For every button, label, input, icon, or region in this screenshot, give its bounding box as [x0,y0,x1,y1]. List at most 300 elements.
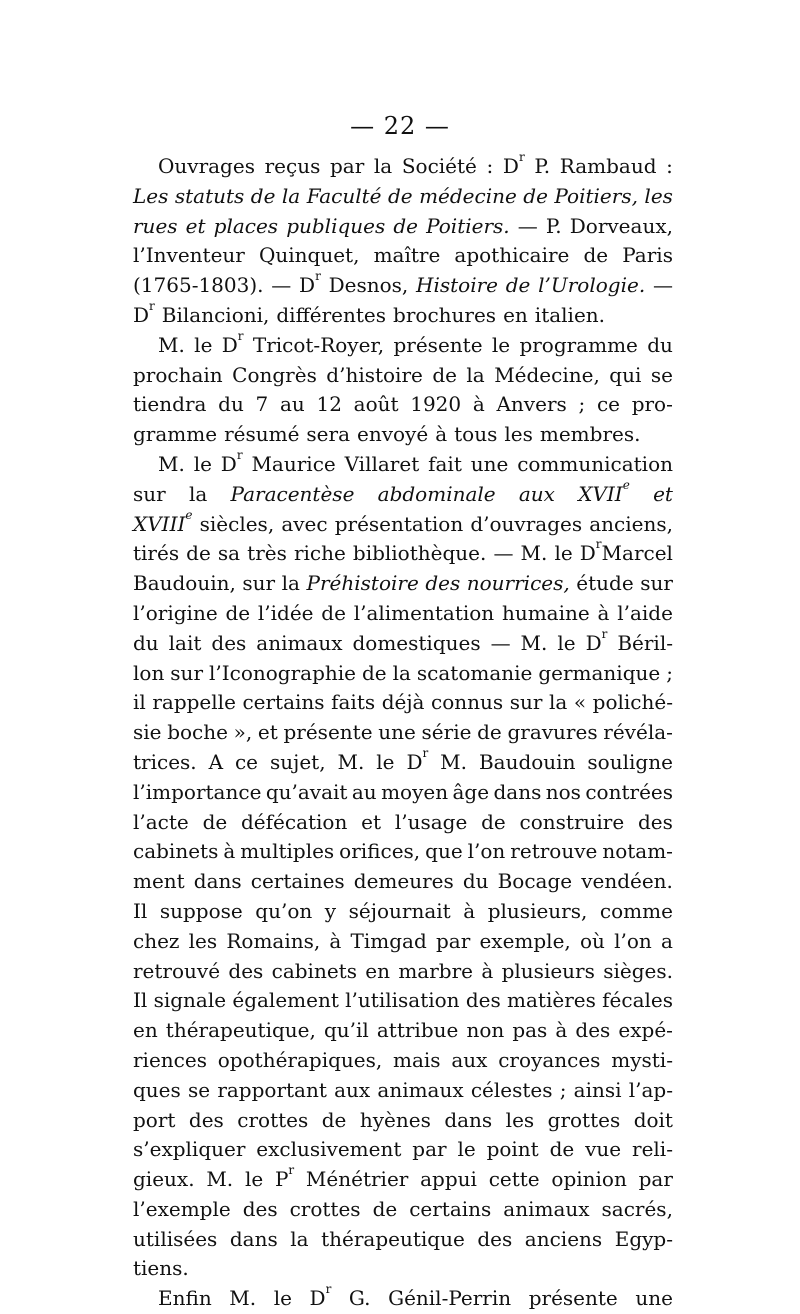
word: retrouvé [133,958,221,983]
text-line [133,1254,673,1284]
text-line [133,298,673,331]
word: notam- [602,839,673,864]
word: moyen [381,779,449,804]
word: opothérapiques, [217,1047,383,1072]
word: Faculté [306,183,382,208]
text-line [133,328,673,361]
word: les [188,928,218,953]
word: l’utilisation [345,988,460,1013]
word: l’acte [133,809,189,834]
word: mysti- [611,1047,673,1072]
word: M. [520,541,548,566]
word: des [425,571,461,596]
word: la [281,183,301,208]
word: M. [337,749,365,774]
word: des [188,1107,224,1132]
word: poliché- [592,690,673,715]
word: Quinquet, [258,243,360,268]
word: A [208,749,224,774]
word: avec [281,511,328,536]
word: à [435,422,448,447]
word: résumé [224,422,300,447]
word: certains [409,1196,492,1221]
word: de [361,660,387,685]
word: $D^r$ [502,150,525,178]
word: tirés [133,541,180,566]
word: $D^r$ [133,298,155,327]
word: en [365,958,391,983]
word: bibliothèque. [352,541,487,566]
word: de [387,183,413,208]
text-line [133,1016,673,1046]
text-line [133,659,673,689]
text-line [133,986,673,1016]
word: rappelle [152,690,236,715]
body-text [133,152,673,1314]
word: chez [133,928,180,953]
text-line [133,569,673,599]
word: lon [133,660,165,685]
word: la [290,1226,309,1251]
word: et [653,481,673,506]
word: qu’avait [265,779,348,804]
word: en [133,1018,158,1043]
word: Histoire [416,273,498,298]
word: Il [133,988,148,1013]
word: de [432,362,457,387]
word: Il [133,898,148,923]
word: domestiques [352,630,481,655]
word: 12 [316,392,342,417]
word: sacrés, [601,1196,673,1221]
word: Paris [622,243,673,268]
word: plusieurs, [487,898,588,923]
word: l’usage [394,809,468,834]
word: rues [133,213,178,238]
word: le [557,630,576,655]
word: abdominale [377,481,496,506]
word: : [486,154,494,178]
word: de [202,809,228,834]
word: attribue [376,1018,459,1043]
word: Béril- [617,630,673,655]
word: du [647,332,673,357]
word: par [638,1167,673,1192]
word: Congrès [232,362,317,387]
word: gravures [507,720,598,745]
word: — [517,213,538,238]
text-line [133,507,673,540]
word: l’Urologie. [538,273,646,298]
word: l’on [614,928,652,953]
text-line [133,212,673,242]
word: présentation [334,511,464,536]
word: dans [493,779,542,804]
word: tiens. [133,1256,189,1281]
word: animaux [377,1077,464,1102]
text-line [133,599,673,629]
word: reli- [632,1137,673,1162]
word: expé- [618,1018,673,1043]
word: scatomanie [416,660,533,685]
word: série [421,720,472,745]
word: 7 [255,392,269,417]
word: aux [451,1047,488,1072]
word: humaine [501,600,590,625]
word: souligne [587,749,673,774]
word: la [392,660,411,685]
word: certaines [250,869,345,894]
word: M. [440,749,468,774]
word: des [211,630,247,655]
word: », [233,720,253,745]
word: le [491,332,511,357]
word: l’Iconographie [208,660,357,685]
text-line [133,1046,673,1076]
word: les [505,1107,535,1132]
word: matières [507,988,596,1013]
word: italien. [534,302,606,327]
word: Enfin [158,1286,212,1311]
word: M. [206,1167,234,1192]
word: l’aide [617,600,673,625]
word: des [228,958,264,983]
word: suppose [159,898,243,923]
word: cette [488,1167,540,1192]
word: l’ap- [628,1077,673,1102]
word: Poitiers, [554,183,638,208]
word: la [466,362,485,387]
word: le [194,332,213,357]
word: reçus [264,154,321,178]
word: et [185,213,206,238]
word: — [271,273,292,298]
word: marbre [398,958,473,983]
word: s’expliquer [133,1137,246,1162]
word: la [188,481,208,506]
word: de [481,809,506,834]
word: doit [633,1107,673,1132]
word: — [490,630,511,655]
word: $P^r$ [274,1163,295,1192]
word: se [650,362,673,387]
word: de [583,243,609,268]
word: rapportant [217,1077,327,1102]
word: présente [393,332,483,357]
word: en [503,302,528,327]
word: gramme [133,422,218,447]
text-line [133,241,673,271]
word: animaux [256,630,343,655]
word: d’histoire [326,362,423,387]
word: de [549,1137,575,1162]
word: et [257,720,278,745]
word: sièges. [603,958,673,983]
word: mais [393,1047,441,1072]
word: riences [133,1047,207,1072]
word: l’idée [257,600,314,625]
word: à [463,898,476,923]
word: Préhistoire [306,571,419,596]
word: Villaret [344,451,420,476]
word: Société [401,154,477,178]
word: connus [431,690,504,715]
word: par [412,1137,447,1162]
word: anciens, [589,511,673,536]
word: les [644,183,673,208]
word: non [466,1018,505,1043]
word: plusieurs [501,958,595,983]
word: au [279,392,305,417]
word: à [223,839,236,864]
word: Bilancioni, [161,302,270,327]
word: tiendra [133,392,207,417]
word: qu’on [255,898,313,923]
word: défécation [241,809,348,834]
text-line [133,390,673,420]
word: de [186,541,211,566]
word: — [652,273,673,298]
word: M. [158,332,185,357]
word: le [376,749,395,774]
word: qui [609,362,642,387]
word: $D^r$ [406,745,429,774]
word: au [351,779,377,804]
word: trices. [133,749,197,774]
text-line [133,420,673,450]
word: différentes [276,302,387,327]
text-line [133,897,673,927]
word: le [457,1137,476,1162]
word: l’alimentation [353,600,495,625]
word: comme [599,898,673,923]
word: membres. [539,422,641,447]
word: des [465,988,501,1013]
word: hyènes [359,1107,431,1132]
word: « [573,690,587,715]
word: de [250,183,276,208]
word: du [218,392,244,417]
word: appui [420,1167,477,1192]
word: statuts [174,183,245,208]
word: $D^r$ [299,269,321,298]
word: M. [158,451,185,476]
word: Génil-Perrin [388,1286,512,1311]
word: Ouvrages [158,154,255,178]
word: la [281,571,300,596]
word: étude [576,571,634,596]
word: riche [293,541,346,566]
word: utilisées [133,1226,218,1251]
word: a [660,928,673,953]
word: présente [283,720,373,745]
word: publiques [286,213,386,238]
word: $D^r$ [220,447,243,476]
word: nos [545,779,581,804]
text-line [133,477,673,510]
word: Poitiers. [426,213,510,238]
text-line [133,867,673,897]
word: Les [133,183,169,208]
word: XVIIIe [133,507,193,536]
word: de [523,183,548,208]
word: que [425,839,463,864]
word: l’origine [133,600,218,625]
word: Bocage [497,869,573,894]
word: thérapeutique, [165,1018,316,1043]
word: y [324,898,337,923]
word: ce [596,392,620,417]
word: l’importance [133,779,262,804]
word: — [493,541,514,566]
word: fécales [602,988,673,1013]
word: sur [133,481,166,506]
word: faits [331,690,376,715]
word: pro- [631,392,673,417]
word: dans [193,869,242,894]
word: point [486,1137,539,1162]
text-line [133,927,673,957]
text-line [133,688,673,718]
word: sur [242,571,276,596]
text-line [133,1135,673,1165]
word: se [188,1077,211,1102]
word: sur [170,660,204,685]
word: tous [454,422,498,447]
word: Desnos, [328,273,409,298]
word: du [462,869,489,894]
word: âge [452,779,490,804]
word: certains [242,690,325,715]
word: grottes [547,1107,621,1132]
word: à [472,392,485,417]
text-line [133,361,673,391]
word: de [321,600,346,625]
word: des [575,1018,611,1043]
word: révéla- [603,720,673,745]
word: le [244,1167,264,1192]
word: anciens [524,1226,603,1251]
word: multiples [240,839,335,864]
word: nourrices, [466,571,570,596]
word: Tricot-Royer, [252,332,385,357]
word: il [133,690,146,715]
word: P. [534,154,551,178]
word: le [273,1286,292,1311]
word: apothicaire [454,243,570,268]
word: de [393,213,418,238]
text-line [133,745,673,778]
word: des [477,1226,513,1251]
word: programme [519,332,638,357]
word: ; [666,660,673,685]
text-line [133,1165,673,1195]
word: boche [167,720,228,745]
word: Baudouin [478,749,576,774]
text-line [133,626,673,659]
word: de [225,600,251,625]
word: de [477,720,502,745]
word: places [213,213,279,238]
word: 1920 [410,392,462,417]
word: une [470,451,509,476]
word: août [353,392,399,417]
text-line [133,1106,673,1136]
word: Médecine, [494,362,600,387]
word: le [193,451,212,476]
word: retrouve [510,839,598,864]
word: à [329,928,342,953]
word: à [597,600,610,625]
word: cabinets [271,958,357,983]
text-line [133,182,673,212]
word: brochures [393,302,497,327]
word: ques [133,1077,181,1102]
word: $D^r$ [221,328,244,357]
word: qu’il [323,1018,369,1043]
word: Timgad [350,928,427,953]
word: Baudouin, [133,571,236,596]
word: ainsi [573,1077,622,1102]
word: dans [229,1226,278,1251]
text-line [133,539,673,569]
word: gieux. [133,1167,195,1192]
word: des [638,809,673,834]
word: crottes [289,1196,361,1221]
word: où [579,928,605,953]
word: une [378,720,416,745]
text-line [133,808,673,838]
word: sur [509,690,543,715]
word: dans [444,1107,493,1132]
word: séjournait [348,898,451,923]
word: de [321,1107,347,1132]
word: opinion [551,1167,627,1192]
word: XVIIe [578,477,630,506]
word: vendéen. [581,869,673,894]
word: sa [217,541,241,566]
word: sujet, [269,749,326,774]
word: la [373,154,393,178]
word: ce [234,749,259,774]
word: par [329,154,365,178]
text-line [133,778,673,808]
word: croyances [498,1047,601,1072]
text-line [133,1195,673,1225]
word: crottes [237,1107,309,1132]
word: $D^r$ [585,626,608,655]
word: ment [133,869,185,894]
word: (1765-1803). [133,273,264,298]
word: animaux [503,1196,590,1221]
word: sie [133,720,162,745]
word: présente [528,1286,618,1311]
word: également [232,988,339,1013]
word: siècles, [199,511,275,536]
word: Anvers [496,392,567,417]
word: lait [168,630,202,655]
word: de [505,273,531,298]
word: sur [640,571,673,596]
word: construire [519,809,625,834]
word: l’exemple [133,1196,231,1221]
word: le [554,541,573,566]
word: communication [517,451,673,476]
text-line [133,837,673,867]
word: exclusivement [256,1137,402,1162]
word: Paracentèse [230,481,355,506]
word: des [242,1196,278,1221]
